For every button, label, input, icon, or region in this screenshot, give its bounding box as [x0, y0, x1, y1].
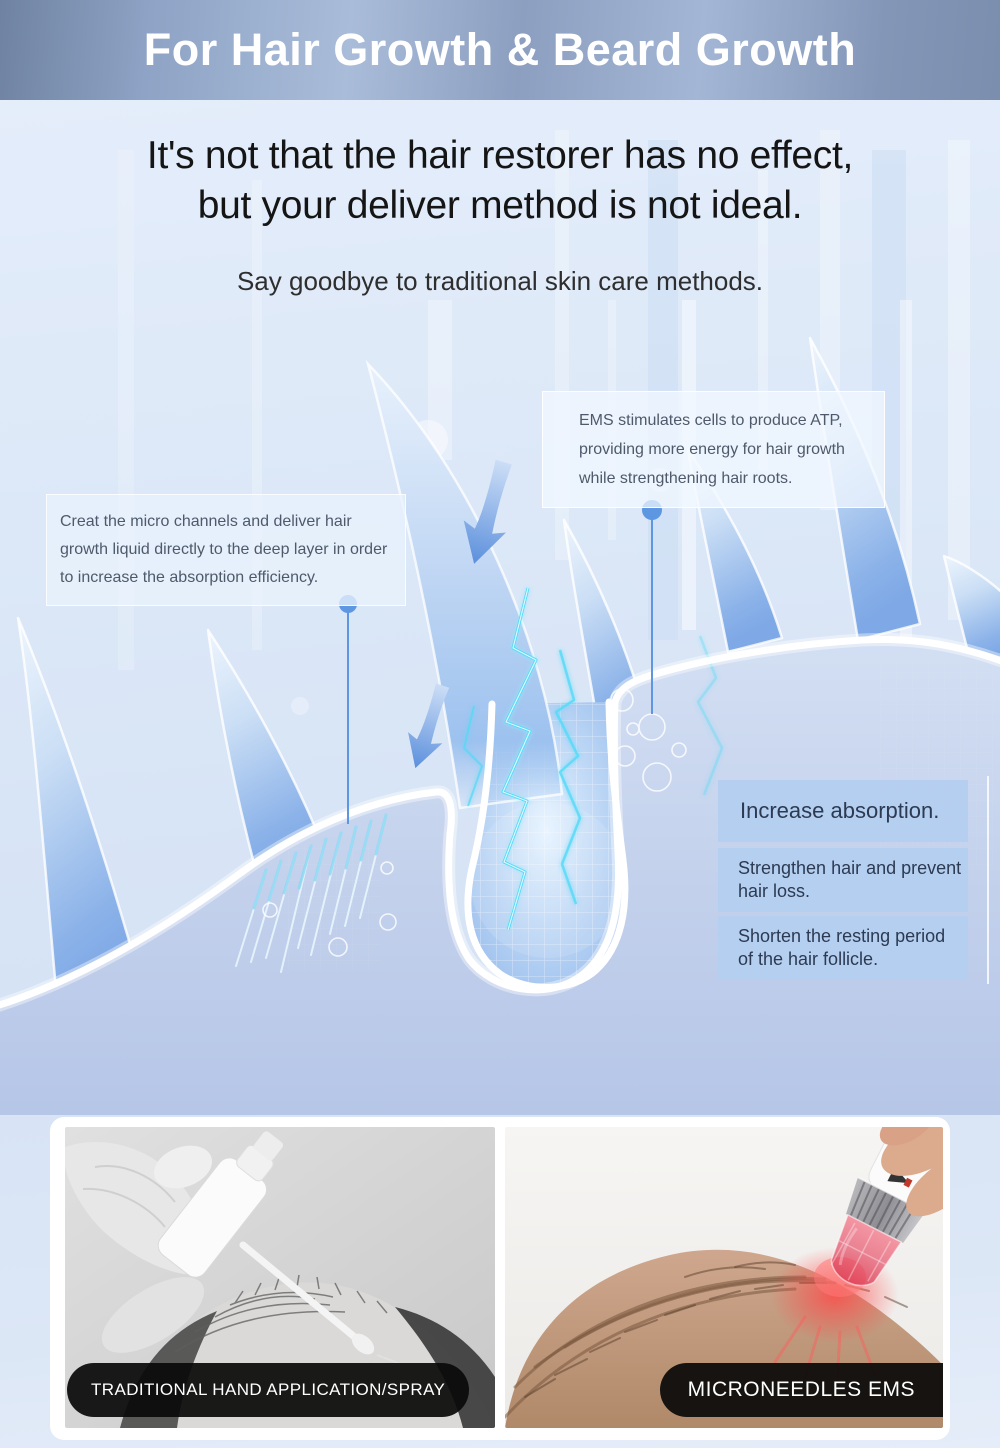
micro-channel-note: Creat the micro channels and deliver hair growth liquid directly to the deep layer in order to increase the absorption efficiency. — [46, 494, 406, 606]
photo-microneedles — [505, 1127, 943, 1428]
banner-title: For Hair Growth & Beard Growth — [143, 24, 857, 75]
benefit-shorten-resting-period: Shorten the resting period of the hair follicle. — [718, 916, 968, 980]
benefit-increase-absorption: Increase absorption. — [718, 780, 968, 842]
banner — [0, 0, 1000, 100]
comparison-card — [50, 1117, 950, 1440]
page-subheading: Say goodbye to traditional skin care methods. — [236, 266, 764, 296]
page-heading — [0, 131, 1000, 230]
traditional-label-pill: TRADITIONAL HAND APPLICATION/SPRAY — [67, 1363, 469, 1417]
ems-note: EMS stimulates cells to produce ATP, providing more energy for hair growth while strengthening hair roots. — [542, 391, 885, 508]
microneedles-label-pill: MICRONEEDLES EMS — [660, 1363, 943, 1417]
photo-traditional — [65, 1127, 495, 1428]
heading-line-1: It's not that the hair restorer has no effect, — [146, 134, 854, 177]
heading-line-2: but your deliver method is not ideal. — [197, 183, 803, 227]
benefit-strengthen-hair: Strengthen hair and prevent hair loss. — [718, 848, 968, 912]
